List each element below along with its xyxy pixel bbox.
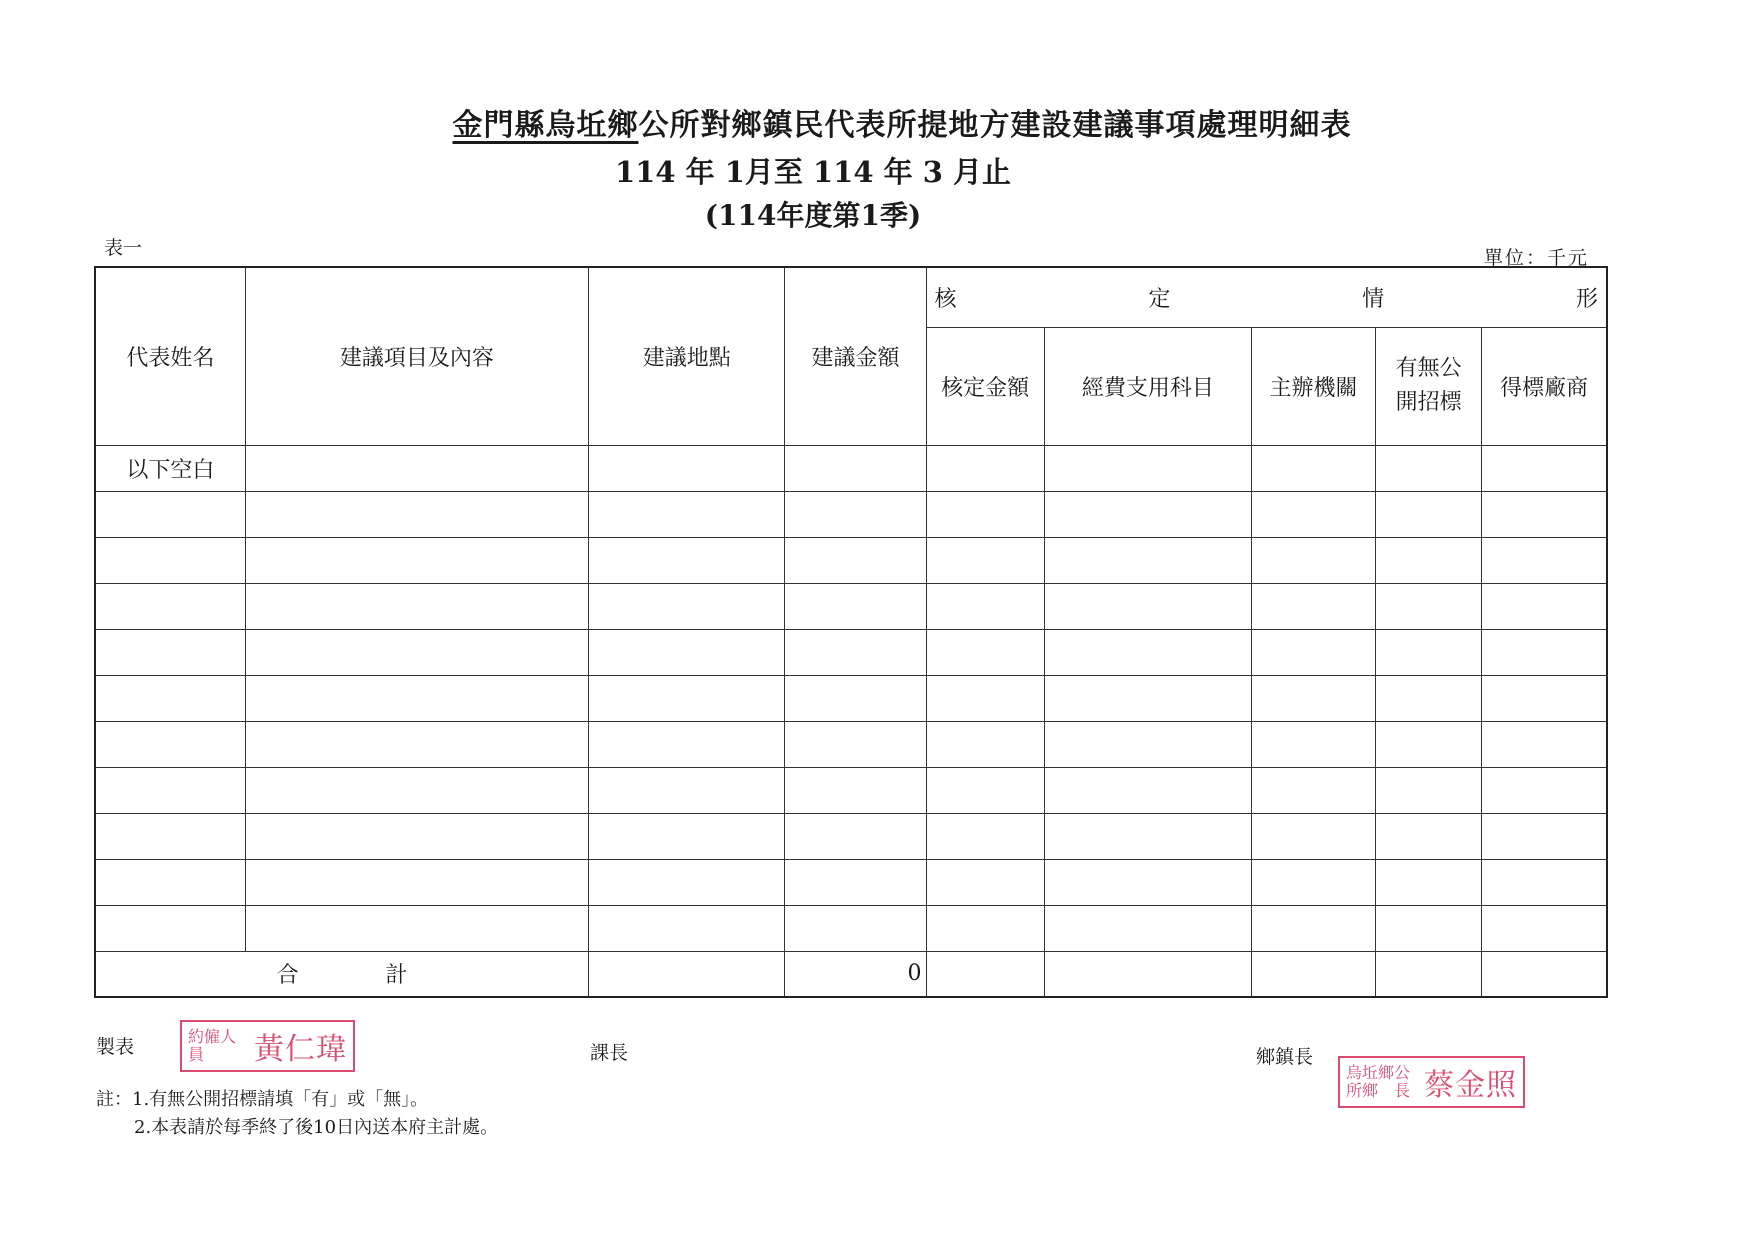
header-tender-line2: 開招標	[1395, 390, 1462, 415]
header-agency: 主辦機關	[1251, 327, 1375, 445]
approval-char-4: 形	[1575, 286, 1598, 312]
total-amount: 0	[785, 951, 926, 997]
preparer-stamp-name: 黃仁瑋	[254, 1032, 347, 1067]
title-underlined: 金門縣烏坵鄉	[452, 108, 639, 143]
township-chief-label: 鄉鎮長	[1256, 1046, 1314, 1068]
header-amount: 建議金額	[785, 267, 926, 445]
table-row	[95, 767, 1607, 813]
table-row	[95, 629, 1607, 675]
header-item: 建議項目及內容	[245, 267, 588, 445]
table-row	[95, 721, 1607, 767]
table-row	[95, 813, 1607, 859]
period-line: 114 年 1月至 114 年 3 月止	[614, 155, 1011, 189]
approval-char-1: 核	[934, 286, 957, 312]
approval-char-2: 定	[1148, 286, 1171, 312]
header-approval	[926, 267, 1607, 327]
total-row	[95, 951, 1607, 997]
table-row	[95, 537, 1607, 583]
prepared-by-label: 製表	[96, 1036, 135, 1058]
detail-table	[94, 266, 1608, 998]
chief-stamp-title: 烏坵鄉公所鄉 長	[1346, 1063, 1411, 1100]
table-row	[95, 491, 1607, 537]
table-row	[95, 583, 1607, 629]
note-2: 2.本表請於每季終了後10日內送本府主計處。	[134, 1117, 499, 1138]
unit-label: 單位：千元	[1484, 247, 1590, 269]
header-approved-amount: 核定金額	[926, 327, 1044, 445]
preparer-stamp-title: 約僱人員	[188, 1027, 237, 1064]
header-budget-item: 經費支用科目	[1044, 327, 1251, 445]
total-label: 合 計	[95, 951, 589, 997]
table-row	[95, 859, 1607, 905]
table-row	[95, 675, 1607, 721]
row-name-cell: 以下空白	[95, 445, 245, 491]
table-row	[95, 445, 1607, 491]
header-tender-line1: 有無公	[1395, 356, 1462, 381]
section-chief-label: 課長	[590, 1042, 629, 1064]
preparer-stamp	[180, 1020, 355, 1072]
header-tender	[1376, 327, 1482, 445]
notes	[96, 1086, 498, 1142]
header-location: 建議地點	[589, 267, 785, 445]
document-title	[50, 100, 1754, 144]
table-row	[95, 905, 1607, 951]
quarter-line: (114年度第1季)	[704, 199, 922, 232]
title-rest: 公所對鄉鎮民代表所提地方建設建議事項處理明細表	[638, 108, 1352, 143]
title-block	[0, 100, 1754, 232]
note-1: 註：1.有無公開招標請填「有」或「無」。	[96, 1089, 429, 1110]
chief-stamp	[1338, 1056, 1525, 1108]
table-label: 表一	[104, 237, 143, 259]
approval-char-3: 情	[1362, 286, 1385, 312]
chief-stamp-name: 蔡金照	[1424, 1068, 1517, 1103]
header-vendor: 得標廠商	[1482, 327, 1607, 445]
header-name: 代表姓名	[95, 267, 245, 445]
